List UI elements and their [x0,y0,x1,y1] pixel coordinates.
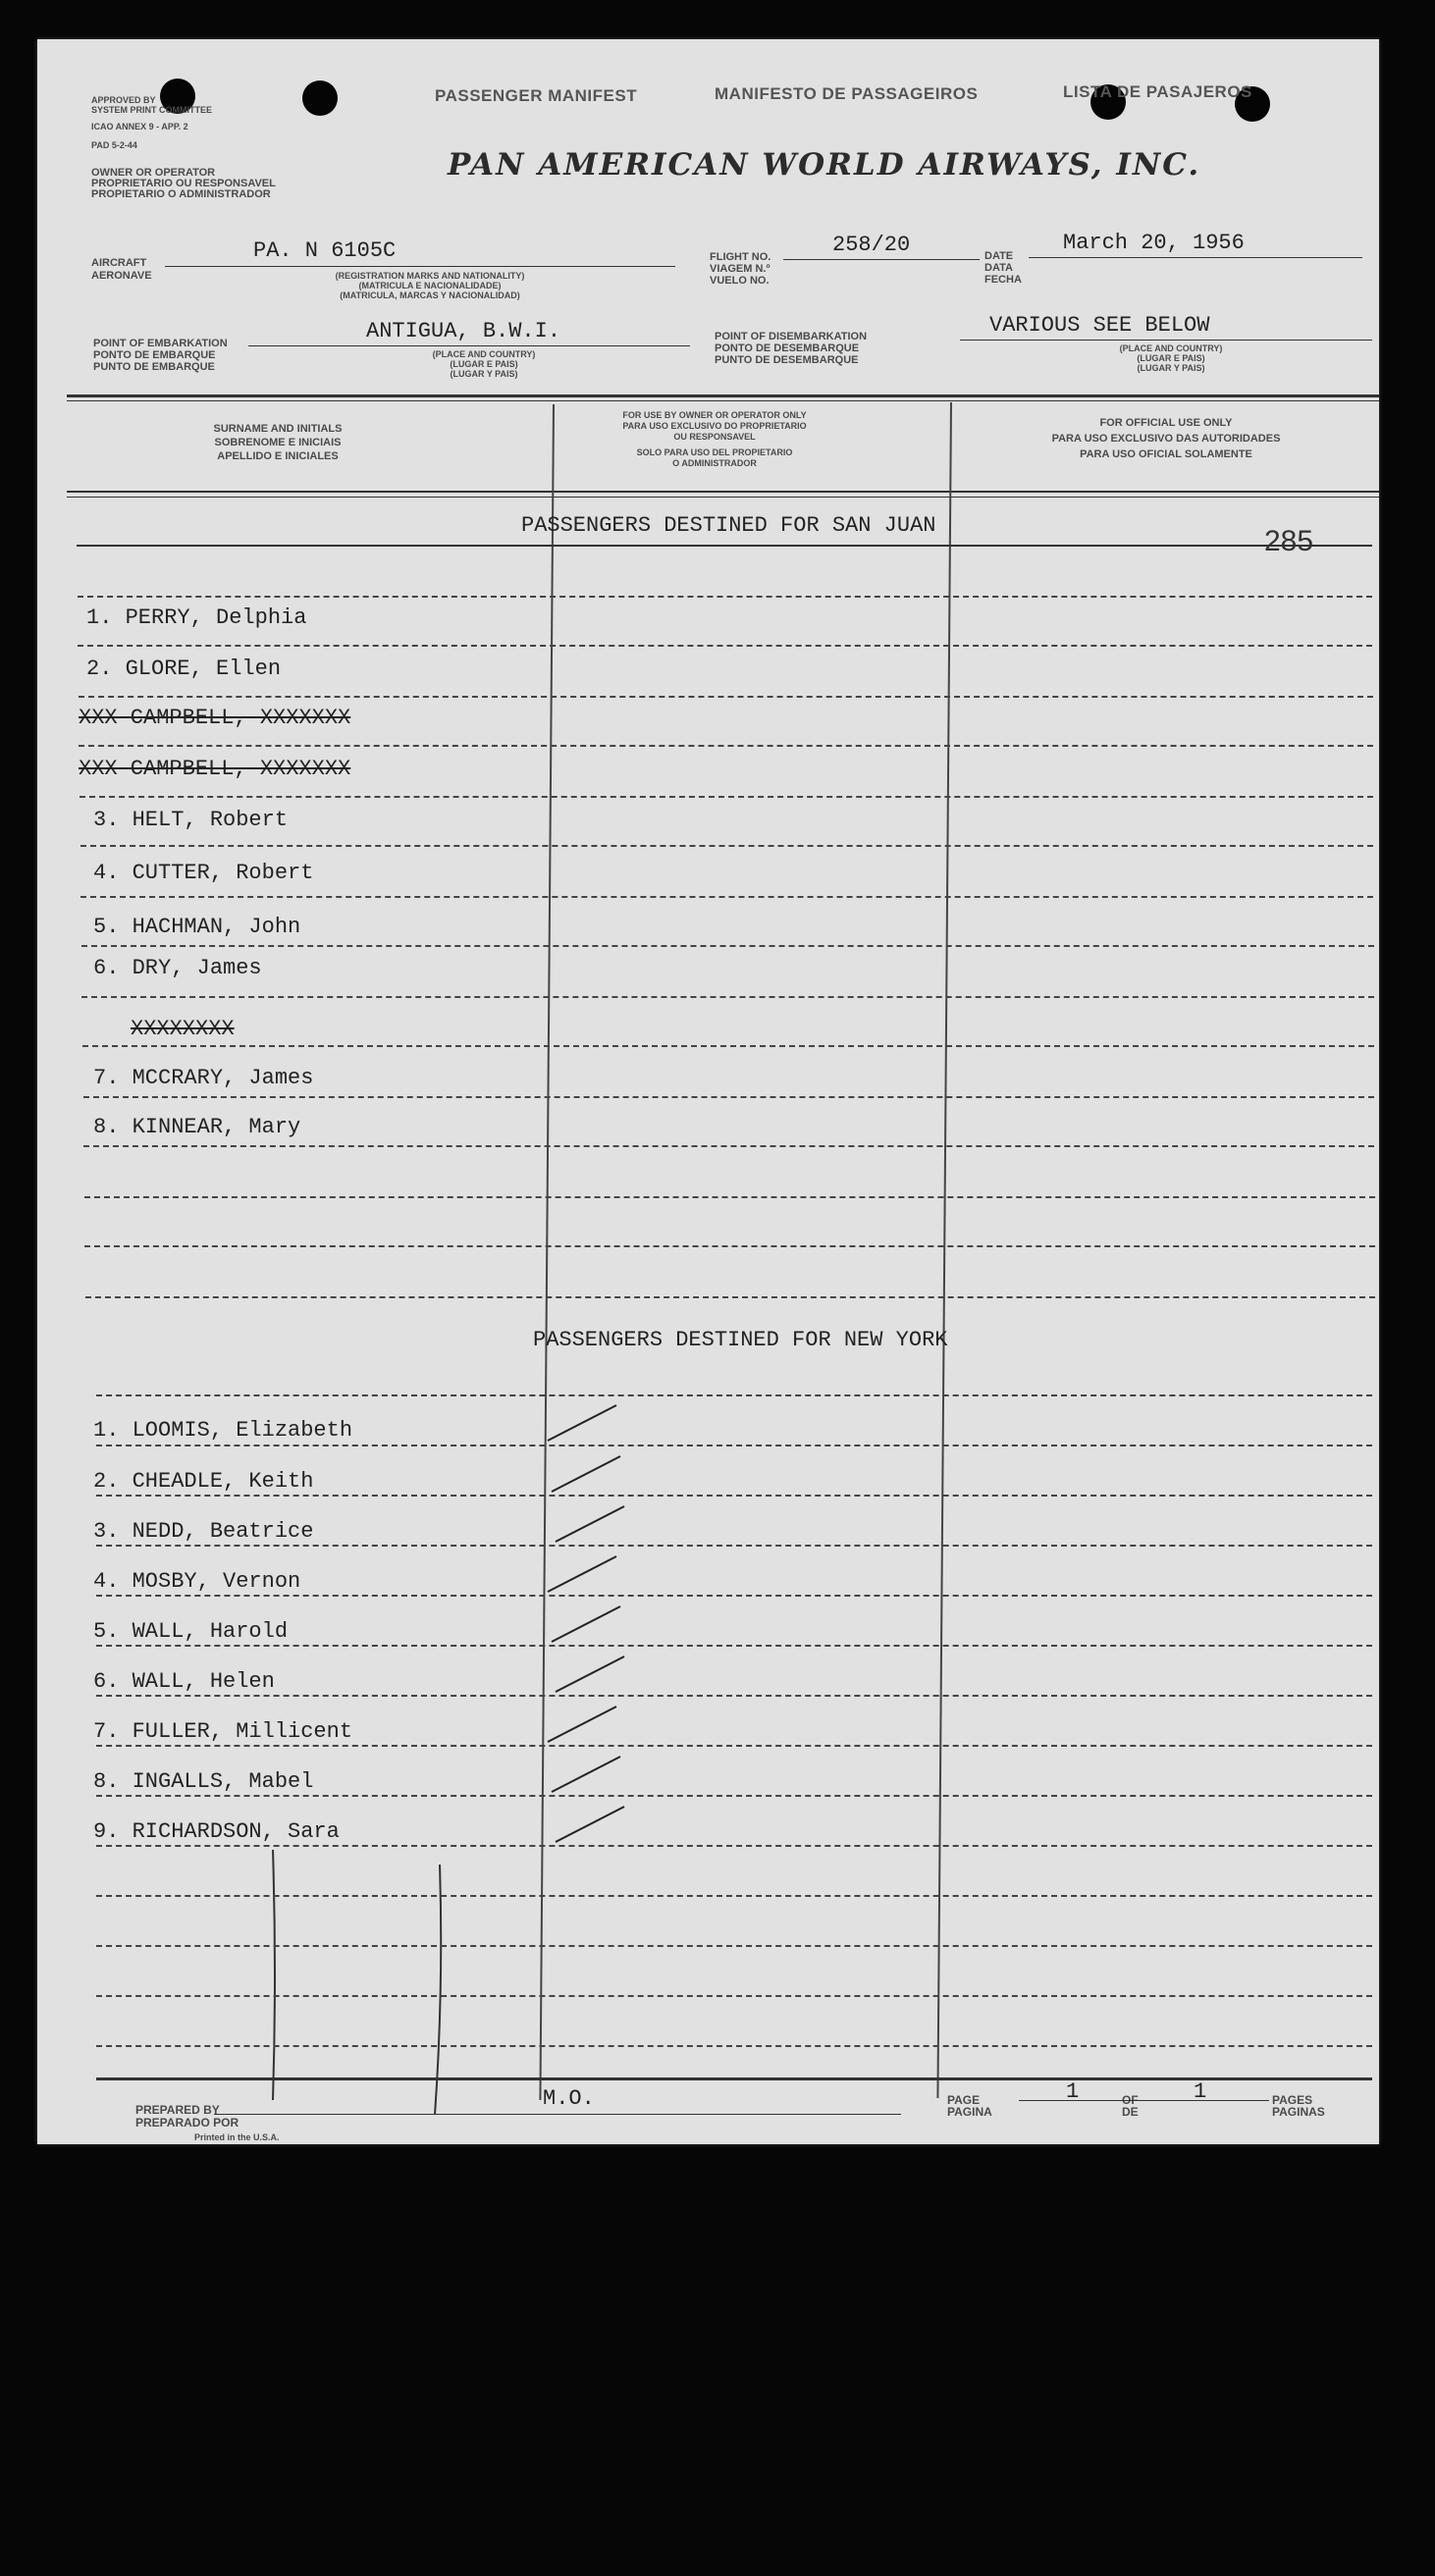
checkmark-stroke [556,1506,624,1542]
passenger-entry: XXXXXXXX [131,1017,235,1041]
embark-label: POINT OF EMBARKATION [93,338,228,349]
date-label: DATA [984,262,1013,274]
page-underline [1019,2100,1269,2101]
title-portuguese: MANIFESTO DE PASSAGEIROS [715,84,979,103]
column-header-official: PARA USO EXCLUSIVO DAS AUTORIDADES [1051,433,1281,445]
checkmark-stroke [556,1656,624,1692]
column-divider [936,402,952,2098]
disembark-label: PUNTO DE DESEMBARQUE [715,354,859,366]
passenger-entry: 8. INGALLS, Mabel [93,1769,314,1794]
row-rule [96,1945,1372,1947]
date-value: March 20, 1956 [1063,231,1245,255]
checkmark-stroke [548,1556,616,1592]
disembark-label: PONTO DE DESEMBARQUE [715,342,860,354]
row-rule [96,1995,1372,1997]
prepared-value: M.O. [543,2086,595,2111]
column-header-name: SURNAME AND INITIALS [213,423,343,435]
date-label: DATE [984,250,1014,262]
of-value: 1 [1194,2079,1207,2104]
page-label: PAGINA [947,2105,992,2119]
row-rule [96,1745,1372,1747]
embark-underline [248,345,690,346]
place-sub: (LUGAR Y PAIS) [1137,363,1205,373]
embark-label: PONTO DE EMBARQUE [93,349,216,361]
column-header-owner: SOLO PARA USO DEL PROPIETARIO [636,447,793,457]
footer-rule [96,2077,1372,2080]
passenger-entry: XXX CAMPBELL, XXXXXXX [79,757,351,781]
of-label: OF [1122,2093,1139,2107]
row-rule [96,1445,1372,1446]
place-sub: (LUGAR E PAIS) [1137,353,1205,363]
manifest-sheet [37,39,1379,2144]
aircraft-label: AERONAVE [91,270,152,282]
owner-label: PROPIETARIO O ADMINISTRADOR [91,188,271,200]
column-header-owner: PARA USO EXCLUSIVO DO PROPRIETARIO [622,421,807,431]
row-rule [96,1895,1372,1897]
passenger-entry: 4. MOSBY, Vernon [93,1569,301,1594]
checkmark-stroke [548,1405,616,1441]
aircraft-sub: (REGISTRATION MARKS AND NATIONALITY) [335,271,525,281]
row-rule [84,1245,1374,1247]
row-rule [83,1145,1374,1147]
row-rule [96,1795,1372,1797]
embark-value: ANTIGUA, B.W.I. [366,319,561,343]
form-code: PAD 5-2-44 [91,140,137,150]
passenger-entry: 1. PERRY, Delphia [86,605,307,630]
embark-label: PUNTO DE EMBARQUE [93,361,215,373]
row-rule [78,645,1372,647]
row-rule [85,1296,1375,1298]
of-label: DE [1122,2105,1139,2119]
row-rule [96,1495,1372,1497]
checkmark-stroke [556,1807,624,1842]
title-spanish: LISTA DE PASAJEROS [1063,82,1252,101]
checkmark-stroke [552,1456,620,1492]
passenger-entry: 3. HELT, Robert [93,808,289,832]
row-rule [96,2045,1372,2047]
passenger-entry: 8. KINNEAR, Mary [93,1115,301,1139]
row-rule [96,1394,1372,1396]
passenger-entry: XXX CAMPBELL, XXXXXXX [79,706,351,730]
flight-label: VUELO NO. [710,275,770,287]
column-header-official: FOR OFFICIAL USE ONLY [1099,417,1233,429]
aircraft-sub: (MATRICULA E NACIONALIDADE) [358,281,502,290]
pages-label: PAGES [1272,2093,1313,2107]
flight-label: VIAGEM N.º [710,263,771,275]
header-bottom-rule [67,491,1379,493]
page-label: PAGE [947,2093,981,2107]
row-rule [82,1045,1374,1047]
owner-label: PROPRIETARIO OU RESPONSAVEL [91,178,276,189]
header-rule [67,394,1379,397]
passenger-entry: 6. DRY, James [93,956,262,980]
row-rule [79,696,1373,698]
place-sub: (PLACE AND COUNTRY) [1119,343,1223,353]
row-rule [81,996,1373,998]
passenger-entry: 4. CUTTER, Robert [93,861,314,885]
approval-line: SYSTEM PRINT COMMITTEE [91,105,213,115]
row-rule [79,745,1372,747]
row-rule [81,945,1374,947]
place-sub: (LUGAR Y PAIS) [450,369,518,379]
row-rule [96,1695,1372,1697]
owner-label: OWNER OR OPERATOR [91,167,216,179]
punch-hole [302,80,338,116]
place-sub: (LUGAR E PAIS) [450,359,518,369]
section-heading-new-york: PASSENGERS DESTINED FOR NEW YORK [533,1328,948,1352]
row-rule [80,796,1373,798]
header-rule [67,400,1379,401]
company-name: PAN AMERICAN WORLD AIRWAYS, INC. [448,147,1201,183]
hand-drawn-line [273,1850,275,2100]
row-rule [96,1645,1372,1647]
aircraft-value: PA. N 6105C [253,238,397,263]
column-header-owner: FOR USE BY OWNER OR OPERATOR ONLY [622,410,807,420]
column-header-name: APELLIDO E INICIALES [217,450,339,462]
aircraft-sub: (MATRICULA, MARCAS Y NACIONALIDAD) [340,290,520,300]
row-rule [83,1096,1375,1098]
row-rule [78,596,1373,598]
passenger-entry: 5. HACHMAN, John [93,915,301,939]
passenger-entry: 6. WALL, Helen [93,1669,275,1694]
passenger-entry: 9. RICHARDSON, Sara [93,1819,340,1844]
row-rule [96,1595,1372,1597]
checkmark-stroke [552,1757,620,1792]
pages-label: PAGINAS [1272,2105,1325,2119]
aircraft-label: AIRCRAFT [91,257,147,269]
column-header-name: SOBRENOME E INICIAIS [214,437,342,448]
checkmark-stroke [548,1707,616,1742]
passenger-entry: 7. FULLER, Millicent [93,1719,353,1744]
passenger-entry: 2. GLORE, Ellen [86,657,282,681]
page-value: 1 [1066,2079,1080,2104]
column-header-official: PARA USO OFICIAL SOLAMENTE [1080,448,1252,460]
passenger-entry: 1. LOOMIS, Elizabeth [93,1418,353,1443]
row-rule [96,1545,1372,1547]
approval-line: APPROVED BY [91,95,156,105]
passenger-entry: 5. WALL, Harold [93,1619,289,1644]
flight-value: 258/20 [832,233,911,257]
flight-label: FLIGHT NO. [710,251,771,263]
column-header-owner: OU RESPONSAVEL [673,432,756,442]
passenger-entry: 2. CHEADLE, Keith [93,1469,314,1494]
row-rule [84,1196,1375,1198]
printed-note: Printed in the U.S.A. [194,2132,280,2142]
passenger-entry: 7. MCCRARY, James [93,1066,314,1090]
prepared-label: PREPARED BY [135,2103,220,2117]
checkmark-stroke [552,1606,620,1642]
approval-line: ICAO ANNEX 9 - APP. 2 [91,122,188,131]
header-bottom-rule [67,497,1379,498]
prepared-underline [214,2114,901,2115]
row-rule [80,845,1374,847]
date-label: FECHA [984,274,1022,286]
aircraft-underline [165,266,675,267]
date-underline [1029,257,1362,258]
title-english: PASSENGER MANIFEST [435,86,638,105]
row-rule [80,896,1373,898]
passenger-entry: 3. NEDD, Beatrice [93,1519,314,1544]
stamp-number: 285 [1264,525,1314,557]
prepared-label: PREPARADO POR [135,2116,239,2129]
disembark-underline [960,340,1372,341]
disembark-label: POINT OF DISEMBARKATION [715,331,868,342]
column-header-owner: O ADMINISTRADOR [672,458,757,468]
flight-underline [783,259,980,260]
place-sub: (PLACE AND COUNTRY) [432,349,536,359]
row-rule [77,545,1372,547]
section-heading-san-juan: PASSENGERS DESTINED FOR SAN JUAN [521,513,936,538]
row-rule [96,1845,1372,1847]
disembark-value: VARIOUS SEE BELOW [989,313,1210,338]
